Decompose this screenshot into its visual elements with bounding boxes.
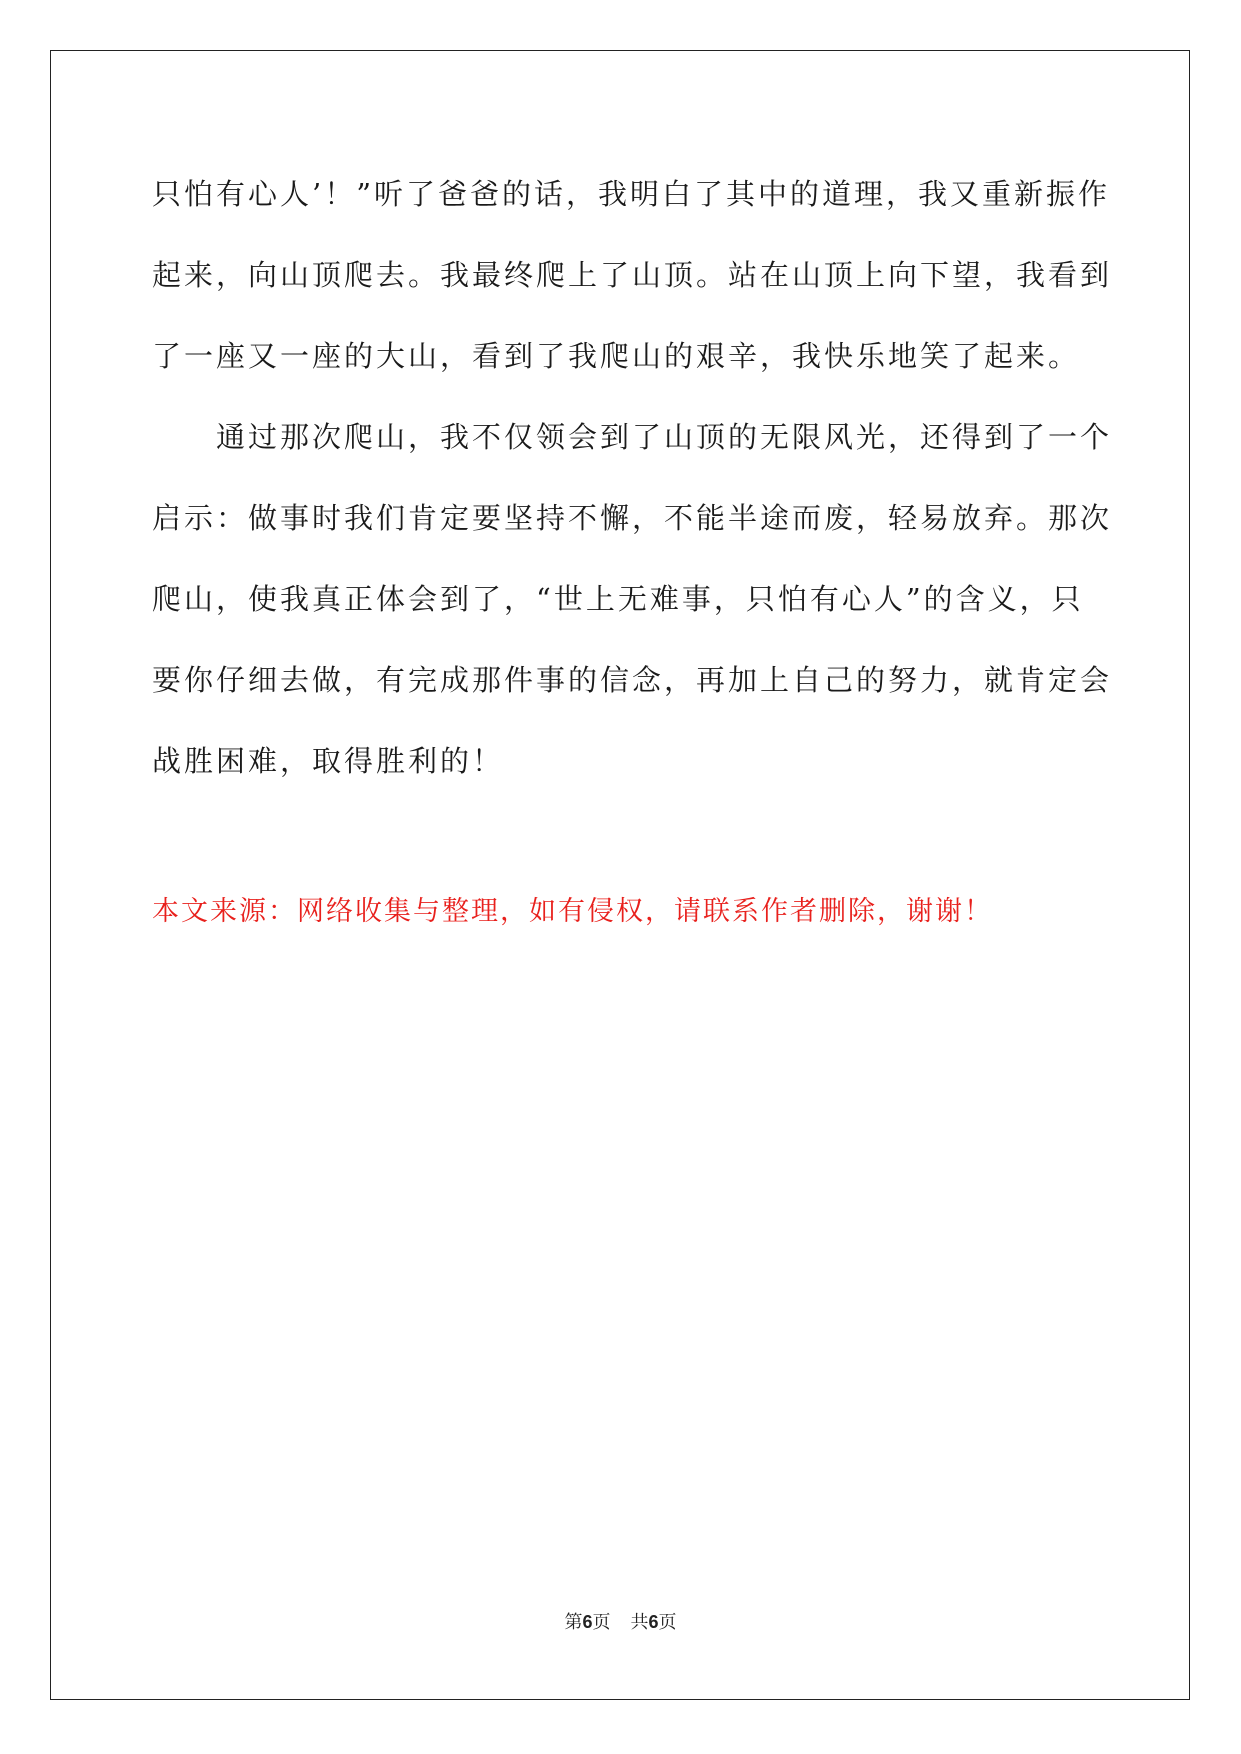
paragraph-line: 爬山，使我真正体会到了，“世上无难事，只怕有心人”的含义，只	[152, 582, 1084, 616]
page-footer	[0, 1610, 1241, 1635]
source-note: 本文来源：网络收集与整理，如有侵权，请联系作者删除，谢谢！	[152, 896, 993, 927]
paragraph-1	[152, 154, 1113, 397]
total-pages-number: 6	[648, 1612, 659, 1632]
paragraph-line: 只怕有心人’！”听了爸爸的话，我明白了其中的道理，我又重新振作	[152, 177, 1111, 211]
page-prefix: 第	[564, 1612, 583, 1633]
total-prefix: 共	[630, 1612, 649, 1633]
paragraph-line: 了一座又一座的大山，看到了我爬山的艰辛，我快乐地笑了起来。	[152, 339, 1081, 373]
page-suffix: 页	[592, 1612, 611, 1633]
paragraph-line: 要你仔细去做，有完成那件事的信念，再加上自己的努力，就肯定会	[152, 663, 1113, 697]
paragraph-line: 启示：做事时我们肯定要坚持不懈，不能半途而废，轻易放弃。那次	[152, 501, 1113, 535]
paragraph-line: 战胜困难，取得胜利的！	[152, 744, 505, 778]
document-body	[152, 154, 1113, 802]
paragraph-2	[152, 397, 1113, 802]
current-page-number: 6	[582, 1612, 593, 1632]
total-suffix: 页	[658, 1612, 677, 1633]
paragraph-line: 通过那次爬山，我不仅领会到了山顶的无限风光，还得到了一个	[216, 420, 1113, 454]
paragraph-line: 起来，向山顶爬去。我最终爬上了山顶。站在山顶上向下望，我看到	[152, 258, 1113, 292]
